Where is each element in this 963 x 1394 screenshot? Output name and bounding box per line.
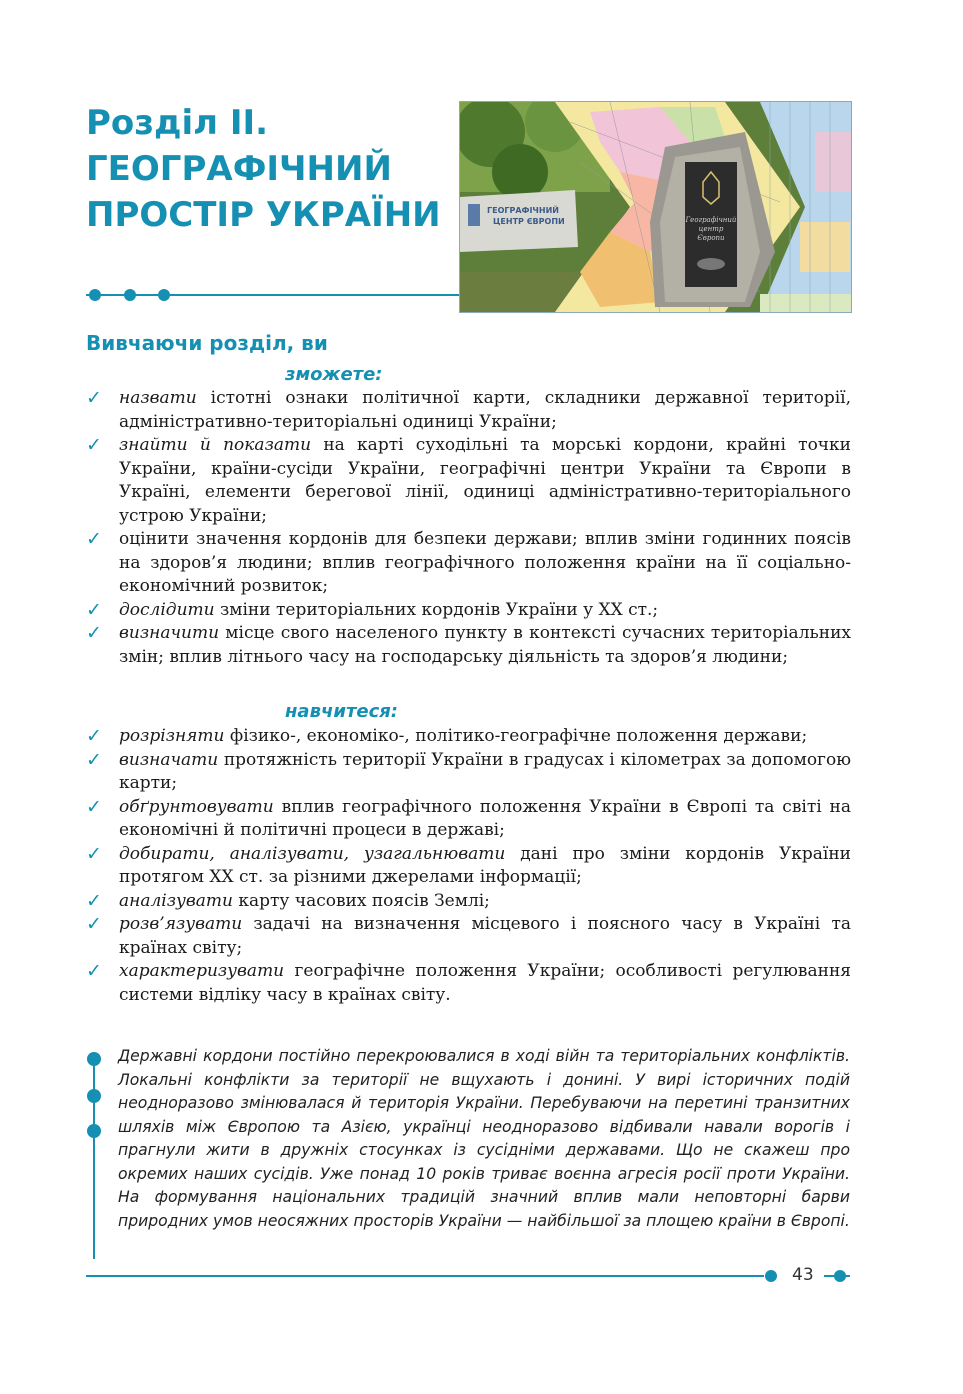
objective-text: на карті суходільні та морські кордони, крайні точки України, країни-сусіди України, географічні центри України та Європи в Україні, елементи берегової лінії, одиниці адміністративно-територіального устрою України;: [119, 435, 852, 526]
list-item: [86, 890, 851, 914]
list-item: [86, 387, 851, 434]
learn-heading: навчитеся:: [285, 701, 399, 722]
chapter-title-line2: ГЕОГРАФІЧНИЙ: [86, 149, 392, 189]
divider-dot: [89, 289, 101, 301]
objective-verb: визначити: [119, 623, 220, 643]
checkmark-icon: ✓: [86, 842, 102, 865]
intro-dot: [87, 1124, 101, 1138]
objective-verb: дослідити: [119, 599, 215, 620]
checkmark-icon: ✓: [86, 889, 102, 912]
checkmark-icon: ✓: [86, 748, 102, 771]
objective-verb: розрізняти: [119, 726, 225, 746]
sign-text-1: ГЕОГРАФІЧНИЙ: [487, 206, 559, 215]
objective-text: дані про зміни кордонів України протягом XX ст. за різними джерелами інформації;: [119, 843, 851, 887]
divider-dot: [124, 289, 136, 301]
objective-text: вплив географічного положення України в Європі та світі на економічні й політичні процеси в державі;: [119, 796, 851, 840]
objective-text: задачі на визначення місцевого і поясного часу в Україні та країнах світу;: [119, 914, 851, 958]
footer-divider: [86, 1275, 764, 1277]
checkmark-icon: ✓: [86, 795, 102, 818]
intro-dot: [87, 1052, 101, 1066]
monument-text-1: Географічний: [685, 216, 737, 224]
checkmark-icon: ✓: [86, 387, 102, 409]
can-list: [86, 387, 851, 669]
page-number: 43: [792, 1265, 814, 1285]
list-item: [86, 843, 851, 890]
objective-text: фізико-, економіко-, політико-географічне положення держави;: [224, 726, 808, 746]
chapter-title-line3: ПРОСТІР УКРАЇНИ: [86, 195, 441, 235]
checkmark-icon: ✓: [86, 913, 102, 935]
checkmark-icon: ✓: [86, 960, 102, 982]
objectives-heading: Вивчаючи розділ, ви: [86, 331, 328, 355]
checkmark-icon: ✓: [86, 434, 102, 456]
monument-text-2: центр: [698, 225, 724, 233]
list-item: [86, 913, 851, 960]
list-item: [86, 528, 851, 599]
objective-text: істотні ознаки політичної карти, складники державної території, адміністративно-територіальні одиниці України;: [119, 388, 851, 432]
objective-text: оцінити значення кордонів для безпеки держави; вплив зміни годинних поясів на здоров’я людини; вплив географічного положення країни на її соціально-економічний розвиток;: [119, 529, 851, 596]
objective-text: географічне положення України; особливості регулювання системи відліку часу в країнах світу.: [119, 961, 851, 1005]
checkmark-icon: ✓: [86, 528, 102, 550]
objective-text: зміни територіальних кордонів України у XX ст.;: [214, 599, 659, 620]
footer-divider-end: [824, 1275, 850, 1277]
chapter-title-line1: Розділ ІІ.: [86, 103, 269, 143]
checkmark-icon: ✓: [86, 598, 102, 621]
objective-verb: обґрунтовувати: [119, 796, 274, 817]
list-item: [86, 796, 851, 843]
footer-dot: [765, 1270, 777, 1282]
chapter-photo-collage: [459, 101, 852, 313]
list-item: [86, 749, 851, 796]
can-heading: зможете:: [285, 364, 383, 385]
intro-sidebar-line: [93, 1053, 95, 1259]
checkmark-icon: ✓: [86, 725, 102, 747]
list-item: [86, 725, 851, 749]
list-item: [86, 960, 851, 1007]
objective-verb: розв’язувати: [119, 914, 243, 934]
objective-text: місце свого населеного пункту в контексті сучасних територіальних змін; вплив літнього часу на господарську діяльність та здоров’я людини;: [119, 623, 851, 667]
objective-verb: характеризувати: [119, 961, 285, 981]
chapter-title: [86, 100, 441, 238]
intro-dot: [87, 1089, 101, 1103]
list-item: [86, 434, 851, 528]
monument-text-3: Європи: [697, 234, 725, 242]
divider-dot: [158, 289, 170, 301]
photo-collage-illustration: [460, 102, 851, 312]
objective-verb: знайти й показати: [119, 435, 312, 455]
objective-text: протяжність території України в градусах і кілометрах за допомогою карти;: [119, 749, 851, 793]
objective-verb: добирати, аналізувати, узагальнювати: [119, 843, 506, 864]
learn-list: [86, 725, 851, 1007]
objective-verb: назвати: [119, 388, 197, 408]
sign-text-2: ЦЕНТР ЄВРОПИ: [493, 217, 565, 226]
list-item: [86, 622, 851, 669]
objective-verb: аналізувати: [119, 890, 233, 911]
objective-verb: визначати: [119, 749, 219, 770]
list-item: [86, 599, 851, 623]
checkmark-icon: ✓: [86, 622, 102, 644]
objective-text: карту часових поясів Землі;: [232, 890, 490, 911]
chapter-intro-text: Державні кордони постійно перекроювалися в ході війн та територіальних конфліктів. Локальні конфлікти за території не вщухають і донині. У вирі історичних подій неодноразово змінювалася й територія України. Перебуваючи на перетині транзитних шляхів між Європою та Азією, українці неодноразово відбивали навали ворогів і прагнули жити в дружніх стосунках із сусідніми державами. Що не скажеш про окремих наших сусідів. Уже понад 10 років триває воєнна агресія росії проти України. На формування національних традицій значний вплив мали неповторні барви природних умов неосяжних просторів України — найбільшої за площею країни в Європі.: [118, 1047, 850, 1230]
title-divider: [86, 294, 464, 296]
